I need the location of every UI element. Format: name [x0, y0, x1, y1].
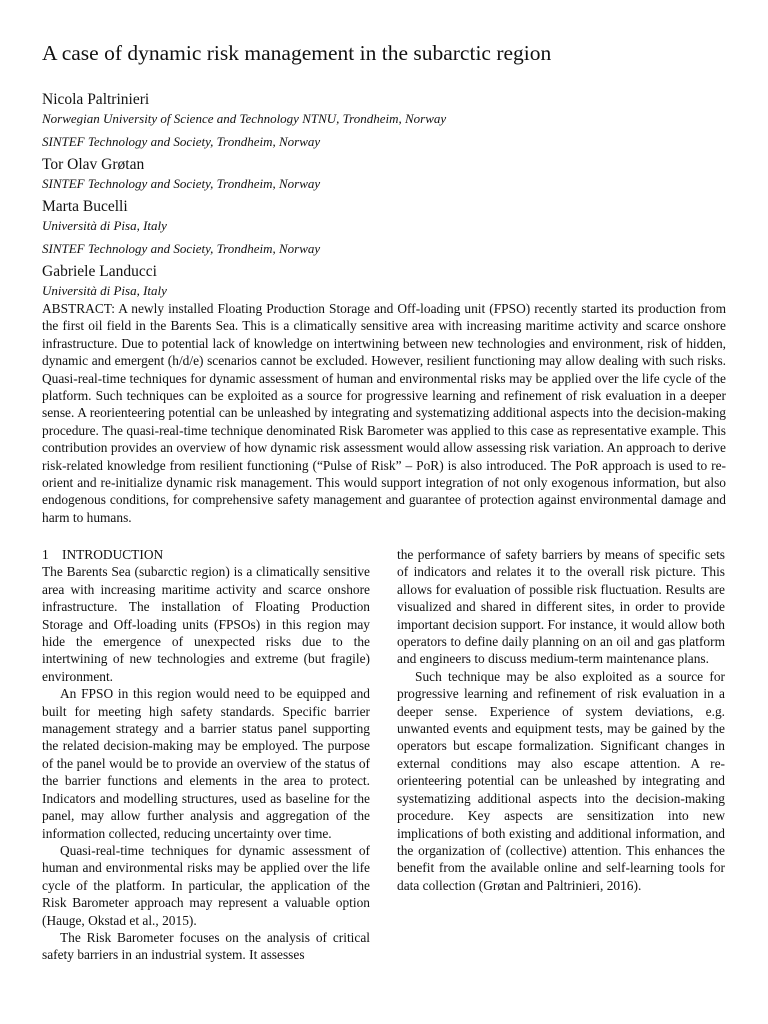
body-column-left	[42, 546, 370, 964]
paper-title: A case of dynamic risk management in the subarctic region	[42, 41, 552, 65]
section-heading	[42, 546, 370, 563]
body-paragraph: An FPSO in this region would need to be equipped and built for meeting high safety standards. Specific barrier management strategy and a barrier status panel supporting the related decision-making may be employed. The purpose of the panel would be to provide an overview of the status of the barrier functions and elements in the area to protect. Indicators and modelling structures, used as baseline for the panel, may allow further analysis and aggregation of the information collected, reducing uncertainty over time.	[42, 686, 370, 841]
author-entry	[42, 90, 742, 150]
section-title: INTRODUCTION	[62, 547, 164, 562]
author-affiliation: Norwegian University of Science and Technology NTNU, Trondheim, Norway	[42, 111, 447, 126]
body-paragraph: The Barents Sea (subarctic region) is a climatically sensitive area with increasing maritime activity and scarce onshore infrastructure. The installation of Floating Production Storage and Off-loading units (FPSOs) in this region may hide the emergence of unexpected risks due to the intertwining of new technologies and extreme (but fragile) environment.	[42, 564, 370, 684]
abstract: ABSTRACT: A newly installed Floating Production Storage and Off-loading unit (FPSO) recently started its production from the first oil field in the Barents Sea. This is a climatically sensitive area with increasing maritime activity and scarce onshore infrastructure. Due to potential lack of knowledge on intertwining between new technologies and environment, risk of hidden, dynamic and emergent (h/d/e) scenarios cannot be excluded. However, resilient functioning may allow dealing with such risks. Quasi-real-time techniques for dynamic assessment of human and environmental risks may be applied over the life cycle of the platform. Such techniques can be exploited as a source for progressive learning and refinement of risk evaluation in a deeper sense. A reorienteering potential can be unleashed by integrating and systematizing additional aspects into the decision-making procedure. The quasi-real-time technique denominated Risk Barometer was applied to this case as representative example. This contribution provides an overview of how dynamic risk assessment would allow assessing risk variation. An approach to derive risk-related knowledge from resilient functioning (“Pulse of Risk” – PoR) is also introduced. The PoR approach is used to re-orient and re-initialize dynamic risk management. This would support integration of not only exogenous information, but also endogenous conditions, for comprehensive safety management and guarantee of protection against environmental damage and harm to humans.	[42, 301, 726, 525]
author-affiliation: Università di Pisa, Italy	[42, 283, 167, 298]
author-name: Tor Olav Grøtan	[42, 156, 145, 173]
author-entry	[42, 262, 742, 299]
author-entry	[42, 197, 742, 257]
body-column-right	[397, 546, 725, 894]
section-number: 1	[42, 547, 49, 562]
author-affiliation: SINTEF Technology and Society, Trondheim, Norway	[42, 176, 321, 191]
body-paragraph: The Risk Barometer focuses on the analysis of critical safety barriers in an industrial system. It assesses	[42, 929, 370, 963]
author-block	[42, 90, 742, 299]
body-paragraph: Quasi-real-time techniques for dynamic assessment of human and environmental risks may be applied over the life cycle of the platform. In particular, the application of the Risk Barometer approach may represent a valuable option (Hauge, Okstad et al., 2015).	[42, 842, 370, 928]
author-name: Marta Bucelli	[42, 198, 128, 215]
body-paragraph: the performance of safety barriers by means of specific sets of indicators and relates it to the overall risk picture. This allows for evaluation of possible risk fluctuation. Results are visualized and shared in different sites, in order to provide important decision support. For instance, it would allow both operators to define daily planning on an oil and gas platform and engineers to discuss medium-term maintenance plans.	[397, 547, 725, 667]
author-name: Nicola Paltrinieri	[42, 91, 150, 108]
author-affiliation: SINTEF Technology and Society, Trondheim, Norway	[42, 134, 321, 149]
body-paragraph: Such technique may be also exploited as a source for progressive learning and refinement of risk evaluation in a deeper sense. Experience of system deviations, e.g. unwanted events and equipment tests, may be gained by the operators but escape formalization. Significant changes in external conditions may also escape attention. A re-orienteering potential can be unleashed by integrating and systematizing additional aspects into the decision-making procedure. Key aspects are sensitization into new implications of both existing and additional information, and the organization of (collective) attention. This enhances the benefit from the available online and self-learning tools for data collection (Grøtan and Paltrinieri, 2016).	[397, 668, 725, 893]
author-entry	[42, 155, 742, 192]
author-name: Gabriele Landucci	[42, 263, 157, 280]
author-affiliation: Università di Pisa, Italy	[42, 218, 167, 233]
author-affiliation: SINTEF Technology and Society, Trondheim, Norway	[42, 241, 321, 256]
